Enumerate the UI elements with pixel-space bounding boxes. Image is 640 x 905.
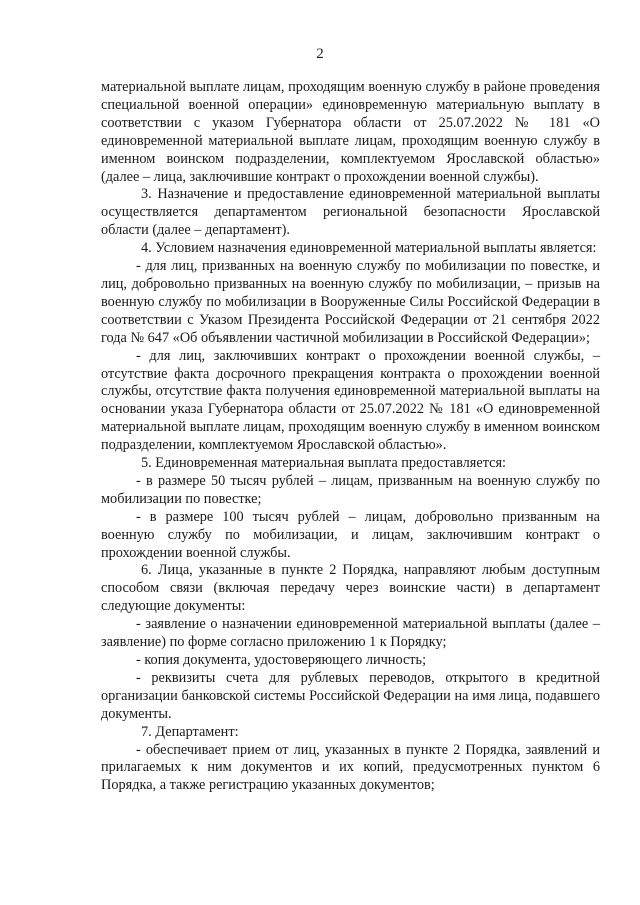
paragraph-item-6: 6. Лица, указанные в пункте 2 Порядка, направляют любым доступным способом связи (включая передачу через воинские части) в департамент следующие документы: [101, 562, 600, 615]
paragraph-item-4-contract: - для лиц, заключивших контракт о прохождении военной службы, – отсутствие факта досрочного прекращения контракта о прохождении военной службы, отсутствие факта получения единовременной материальной выплаты на основании указа Губернатора области от 25.07.2022 № 181 «О единовременной материальной выплате лицам, проходящим военную службу в именном воинском подразделении, комплектуемом Ярославской областью». [101, 347, 600, 454]
paragraph-item-4-mobilized: - для лиц, призванных на военную службу по мобилизации по повестке, и лиц, добровольно призванных на военную службу по мобилизации, – призыв на военную службу по мобилизации в Вооруженные Силы Российской Федерации в соответствии с Указом Президента Российской Федерации от 21 сентября 2022 года № 647 «Об объявлении частичной мобилизации в Российской Федерации»; [101, 258, 600, 346]
paragraph-item-3: 3. Назначение и предоставление единовременной материальной выплаты осуществляется департаментом региональной безопасности Ярославской области (далее – департамент). [101, 186, 600, 239]
paragraph-item-5-100k: - в размере 100 тысяч рублей – лицам, добровольно призванным на военную службу по мобилизации, и лицам, заключившим контракт о прохождении военной службы. [101, 508, 600, 561]
paragraph-item-6-application: - заявление о назначении единовременной материальной выплаты (далее – заявление) по форме согласно приложению 1 к Порядку; [101, 616, 600, 651]
document-body [101, 79, 600, 795]
paragraph-item-6-id-copy: - копия документа, удостоверяющего личность; [136, 652, 427, 668]
page-number: 2 [316, 46, 324, 62]
paragraph-item-6-bank-details: - реквизиты счета для рублевых переводов, открытого в кредитной организации банковской системы Российской Федерации на имя лица, подавшего документы. [101, 669, 600, 722]
paragraph-item-4: 4. Условием назначения единовременной материальной выплаты является: [141, 240, 597, 257]
paragraph-item-7-reception: - обеспечивает прием от лиц, указанных в пункте 2 Порядка, заявлений и прилагаемых к ним документов и их копий, предусмотренных пунктом 6 Порядка, а также регистрацию указанных документов; [101, 741, 600, 794]
paragraph-item-5: 5. Единовременная материальная выплата предоставляется: [141, 455, 507, 472]
paragraph-continuation: материальной выплате лицам, проходящим военную службу в районе проведения специальной военной операции» единовременную материальную выплату в соответствии с указом Губернатора области от 25.07.2022 № 181 «О единовременной материальной выплате лицам, проходящим военную службу в именном воинском подразделении, комплектуемом Ярославской областью» (далее – лица, заключившие контракт о прохождении военной службы). [101, 79, 600, 185]
paragraph-item-5-50k: - в размере 50 тысяч рублей – лицам, призванным на военную службу по мобилизации по повестке; [101, 472, 600, 507]
paragraph-item-7: 7. Департамент: [141, 723, 239, 740]
